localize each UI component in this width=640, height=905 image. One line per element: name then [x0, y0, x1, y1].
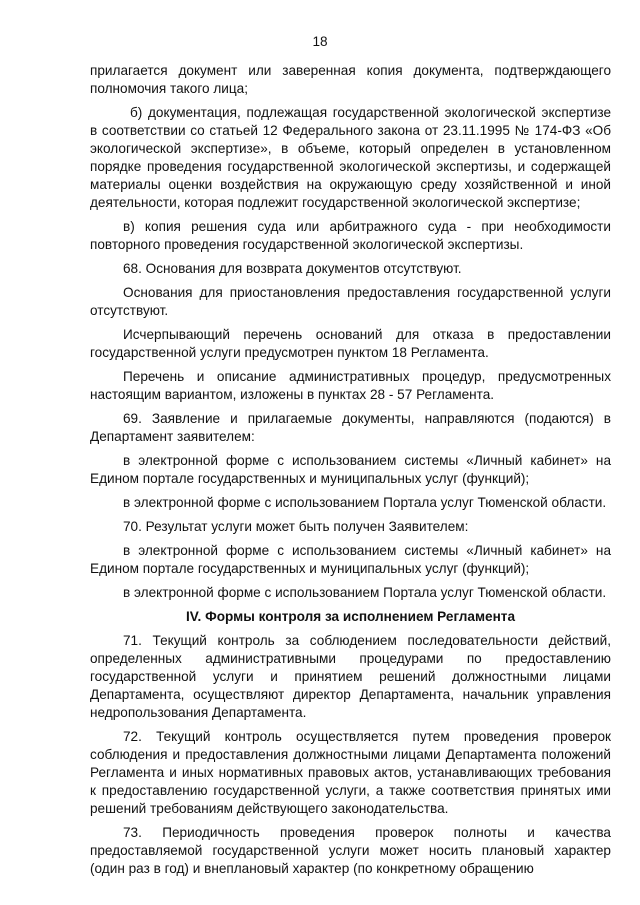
page-number: 18 — [312, 34, 328, 49]
section-heading: IV. Формы контроля за исполнением Регламента — [185, 609, 516, 624]
paragraph-refusal-grounds: Исчерпывающий перечень оснований для отказа в предоставлении государственной услуги предусмотрен пунктом 18 Регламента. — [90, 327, 611, 360]
paragraph-procedures-list: Перечень и описание административных процедур, предусмотренных настоящим вариантом, изложены в пунктах 28 - 57 Регламента. — [90, 369, 611, 402]
paragraph-71: 71. Текущий контроль за соблюдением последовательности действий, определенных административными процедурами по предоставлению государственной услуги и принятием решений должностными лицами Департамента, осуществляют директор Департамента, начальник управления недропользования Департамента. — [90, 633, 611, 720]
document-body — [90, 62, 611, 884]
paragraph-item-b: б) документация, подлежащая государственной экологической экспертизе в соответствии со статьей 12 Федерального закона от 23.11.1995 № 174-ФЗ «Об экологической экспертизе», в объеме, который определен в установленном порядке проведения государственной экологической экспертизы, и содержащей материалы оценки воздействия на окружающую среду хозяйственной и иной деятельности, которая подлежит государственной экологической экспертизе; — [90, 105, 611, 210]
paragraph-item-v: в) копия решения суда или арбитражного суда - при необходимости повторного проведения государственной экологической экспертизы. — [90, 219, 611, 252]
paragraph-suspension-grounds: Основания для приостановления предоставления государственной услуги отсутствуют. — [90, 285, 611, 318]
paragraph-69: 69. Заявление и прилагаемые документы, направляются (подаются) в Департамент заявителем: — [90, 411, 611, 444]
paragraph-70: 70. Результат услуги может быть получен Заявителем: — [123, 519, 469, 534]
paragraph-70-option-regional: в электронной форме с использованием Портала услуг Тюменской области. — [123, 585, 607, 600]
paragraph-69-option-portal: в электронной форме с использованием системы «Личный кабинет» на Едином портале государственных и муниципальных услуг (функций); — [90, 453, 611, 486]
paragraph-69-option-regional: в электронной форме с использованием Портала услуг Тюменской области. — [123, 495, 607, 510]
paragraph-continuation: прилагается документ или заверенная копия документа, подтверждающего полномочия такого лица; — [90, 63, 611, 96]
paragraph-73: 73. Периодичность проведения проверок полноты и качества предоставляемой государственной услуги может носить плановый характер (один раз в год) и внеплановый характер (по конкретному обращению — [90, 825, 611, 876]
paragraph-70-option-portal: в электронной форме с использованием системы «Личный кабинет» на Едином портале государственных и муниципальных услуг (функций); — [90, 543, 611, 576]
paragraph-72: 72. Текущий контроль осуществляется путем проведения проверок соблюдения и предоставления должностными лицами Департамента положений Регламента и иных нормативных правовых актов, устанавливающих требования к предоставлению государственной услуги, а также соответствия принятых ими решений требованиям действующего законодательства. — [90, 729, 611, 816]
paragraph-68: 68. Основания для возврата документов отсутствуют. — [123, 261, 462, 276]
